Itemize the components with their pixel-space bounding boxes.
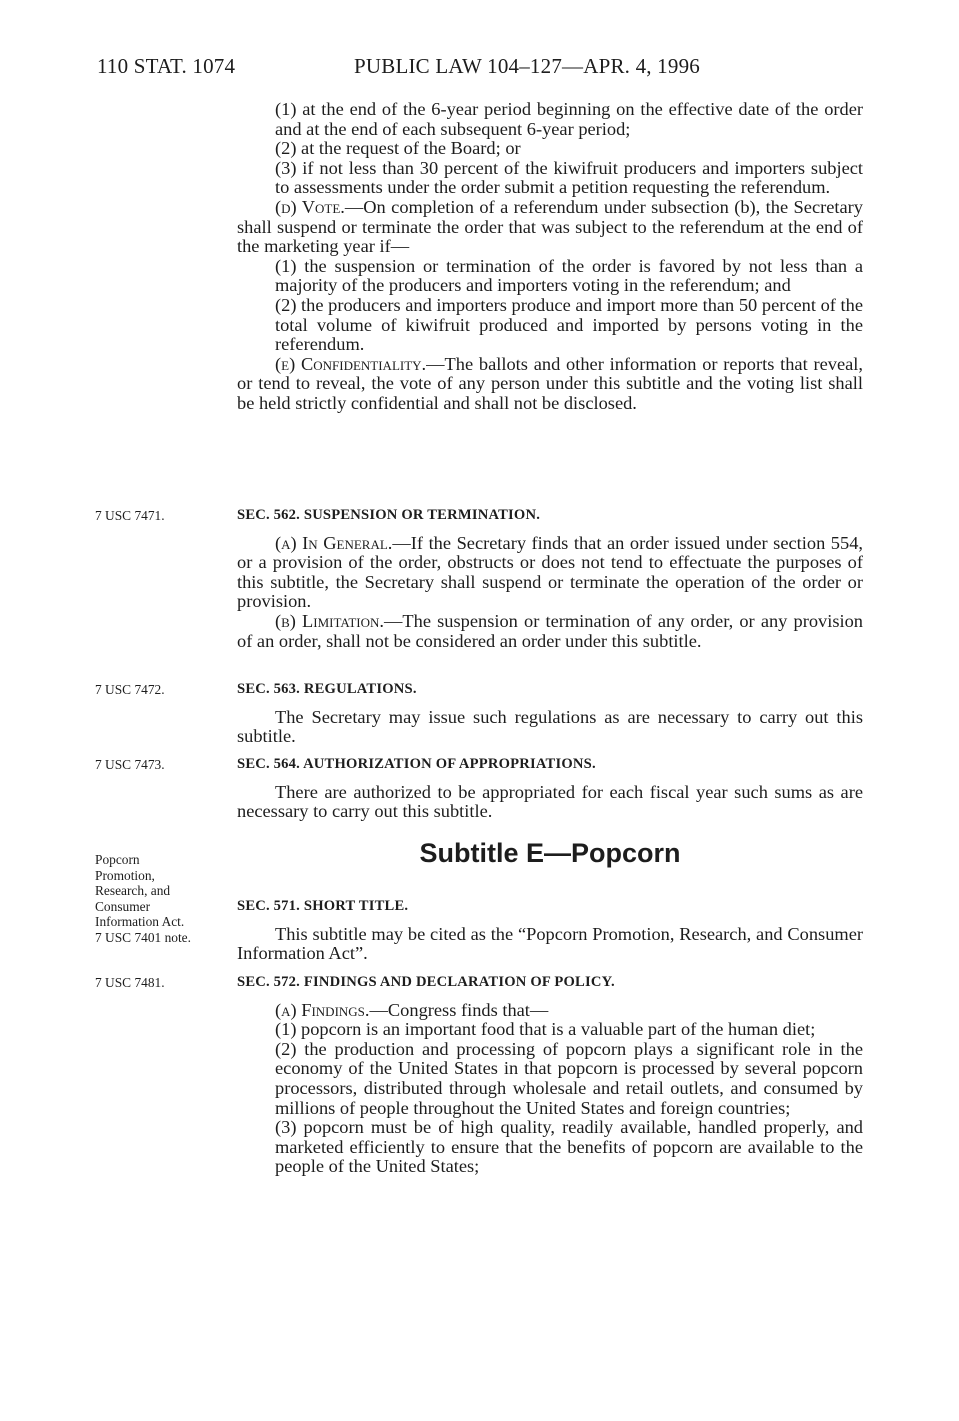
section-572 <box>237 973 863 1177</box>
section-564-heading: SEC. 564. AUTHORIZATION OF APPROPRIATIONS. <box>237 756 596 772</box>
margin-note-7481: 7 USC 7481. <box>95 975 165 990</box>
law-reference: PUBLIC LAW 104–127—APR. 4, 1996 <box>354 54 700 78</box>
section-562-a-text: —If the Secretary finds that an order issued under section 554, or a provision of the order, obstructs or does not tend to effectuate the purposes of this subtitle, the Secretary shall suspend or terminate the operation of the order or provision. <box>237 532 863 612</box>
vote-paragraph <box>237 198 863 257</box>
vote-text: —On completion of a referendum under subsection (b), the Secretary shall suspend or terminate the order that was subject to the referendum at the end of the marketing year if— <box>237 196 863 257</box>
section-572-heading: SEC. 572. FINDINGS AND DECLARATION OF POLICY. <box>237 974 615 990</box>
section-572-a <box>237 1001 863 1021</box>
margin-note-line: Information Act. <box>95 914 185 930</box>
section-562 <box>237 506 863 651</box>
section-571-heading: SEC. 571. SHORT TITLE. <box>237 898 409 914</box>
referendum-item-3: (3) if not less than 30 percent of the kiwifruit producers and importers subject to assessments under the order submit a petition requesting the referendum. <box>275 157 863 198</box>
finding-item-2: (2) the production and processing of popcorn plays a significant role in the economy of the United States in that popcorn is processed by several popcorn processors, distributed through wholesale and retail outlets, and consumed by millions of people throughout the United States and foreign countries; <box>275 1038 863 1118</box>
vote-item-1: (1) the suspension or termination of the order is favored by not less than a majority of the producers and importers voting in the referendum; and <box>275 255 863 296</box>
margin-note-line: Popcorn <box>95 852 140 867</box>
section-572-a-label: (a) Findings. <box>275 999 370 1020</box>
subtitle-heading: Subtitle E—Popcorn <box>419 838 681 868</box>
confidentiality-paragraph <box>237 355 863 414</box>
section-562-b <box>237 612 863 651</box>
section-564 <box>237 755 863 822</box>
section-563 <box>237 680 863 747</box>
section-563-text: The Secretary may issue such regulations as are necessary to carry out this subtitle. <box>237 706 863 747</box>
referendum-item-1: (1) at the end of the 6-year period beginning on the effective date of the order and at the end of each subsequent 6-year period; <box>275 99 863 139</box>
margin-note-7473: 7 USC 7473. <box>95 757 165 772</box>
margin-note-line: Consumer <box>95 898 151 914</box>
finding-item-3: (3) popcorn must be of high quality, readily available, handled properly, and marketed efficiently to ensure that the benefits of popcorn are available to the people of the United States; <box>275 1117 863 1177</box>
page-reference: 110 STAT. 1074 <box>97 54 236 78</box>
margin-note-7472: 7 USC 7472. <box>95 682 165 697</box>
confidentiality-text: —The ballots and other information or reports that reveal, or tend to reveal, the vote of any person under this subtitle and the voting list shall be held strictly confidential and shall not be disclosed. <box>237 353 863 413</box>
section-563-heading: SEC. 563. REGULATIONS. <box>237 681 417 697</box>
margin-note-line: Research, and <box>95 883 171 899</box>
section-562-b-text: —The suspension or termination of any order, or any provision of an order, shall not be considered an order under this subtitle. <box>237 610 863 651</box>
section-564-text: There are authorized to be appropriated for each fiscal year such sums as are necessary to carry out this subtitle. <box>237 781 863 822</box>
vote-item-2: (2) the producers and importers produce and import more than 50 percent of the total volume of kiwifruit produced and imported by persons voting in the referendum. <box>275 294 863 355</box>
section-562-a-label: (a) In General. <box>275 532 393 553</box>
referendum-item-2: (2) at the request of the Board; or <box>275 138 521 159</box>
section-562-heading: SEC. 562. SUSPENSION OR TERMINATION. <box>237 507 541 523</box>
section-571-text: This subtitle may be cited as the “Popcorn Promotion, Research, and Consumer Information Act”. <box>237 923 863 964</box>
margin-note-7471: 7 USC 7471. <box>95 508 165 523</box>
kiwifruit-referendum-block <box>237 100 863 414</box>
finding-item-1: (1) popcorn is an important food that is a valuable part of the human diet; <box>275 1019 816 1040</box>
vote-label: (d) Vote. <box>275 196 345 217</box>
section-572-a-text: —Congress finds that— <box>369 999 549 1020</box>
section-562-a <box>237 534 863 612</box>
section-562-b-label: (b) Limitation. <box>275 610 385 631</box>
margin-note-line: 7 USC 7401 note. <box>95 929 191 945</box>
confidentiality-label: (e) Confidentiality. <box>275 353 427 374</box>
margin-note-line: Promotion, <box>95 867 155 883</box>
section-571 <box>237 897 863 964</box>
margin-note-popcorn-act <box>95 852 191 946</box>
